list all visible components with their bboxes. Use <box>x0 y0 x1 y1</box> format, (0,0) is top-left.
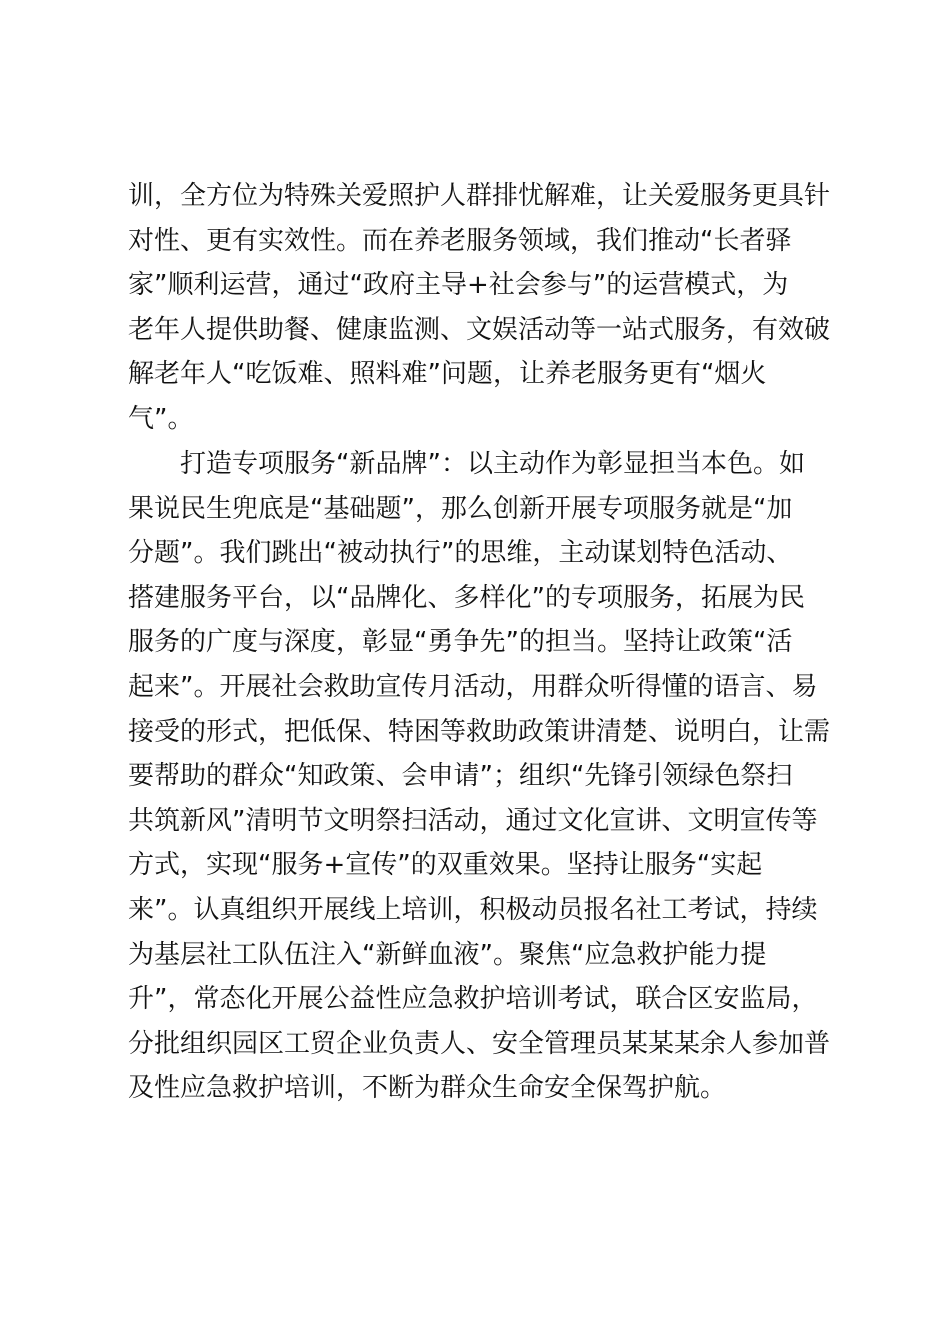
text-line: 要帮助的群众“知政策、会申请”；组织“先锋引领绿色祭扫 <box>128 761 793 792</box>
text-line: 为基层社工队伍注入“新鲜血液”。聚焦“应急救护能力提 <box>128 939 767 970</box>
text-line: 分批组织园区工贸企业负责人、安全管理员某某某余人参加普 <box>128 1028 831 1059</box>
text-line: 服务的广度与深度，彰显“勇争先”的担当。坚持让政策“活 <box>128 627 793 658</box>
text-line: 气”。 <box>128 403 194 434</box>
text-line: 分题”。我们跳出“被动执行”的思维，主动谋划特色活动、 <box>128 538 793 569</box>
text-line: 解老年人“吃饭难、照料难”问题，让养老服务更有“烟火 <box>128 359 767 390</box>
text-line: 共筑新风”清明节文明祭扫活动，通过文化宣讲、文明宣传等 <box>128 805 818 836</box>
text-line: 起来”。开展社会救助宣传月活动，用群众听得懂的语言、易 <box>128 671 818 702</box>
paragraph-elderly-services <box>128 174 838 442</box>
text-line: 家”顺利运营，通过“政府主导+社会参与”的运营模式，为 <box>128 270 789 301</box>
paragraph-special-services <box>128 442 838 1111</box>
text-line: 方式，实现“服务+宣传”的双重效果。坚持让服务“实起 <box>128 850 763 881</box>
text-line: 及性应急救护培训，不断为群众生命安全保驾护航。 <box>128 1073 727 1104</box>
text-line: 老年人提供助餐、健康监测、文娱活动等一站式服务，有效破 <box>128 314 831 345</box>
text-line: 训，全方位为特殊关爱照护人群排忧解难，让关爱服务更具针 <box>128 181 831 211</box>
text-line: 搭建服务平台，以“品牌化、多样化”的专项服务，拓展为民 <box>128 582 805 613</box>
text-line: 对性、更有实效性。而在养老服务领域，我们推动“长者驿 <box>128 225 792 256</box>
text-line: 来”。认真组织开展线上培训，积极动员报名社工考试，持续 <box>128 894 818 925</box>
text-line-first: 打造专项服务“新品牌”：以主动作为彰显担当本色。如 <box>180 449 805 479</box>
text-line: 果说民生兜底是“基础题”，那么创新开展专项服务就是“加 <box>128 493 793 524</box>
text-line: 升”，常态化开展公益性应急救护培训考试，联合区安监局， <box>128 984 818 1015</box>
text-line: 接受的形式，把低保、特困等救助政策讲清楚、说明白，让需 <box>128 716 831 747</box>
